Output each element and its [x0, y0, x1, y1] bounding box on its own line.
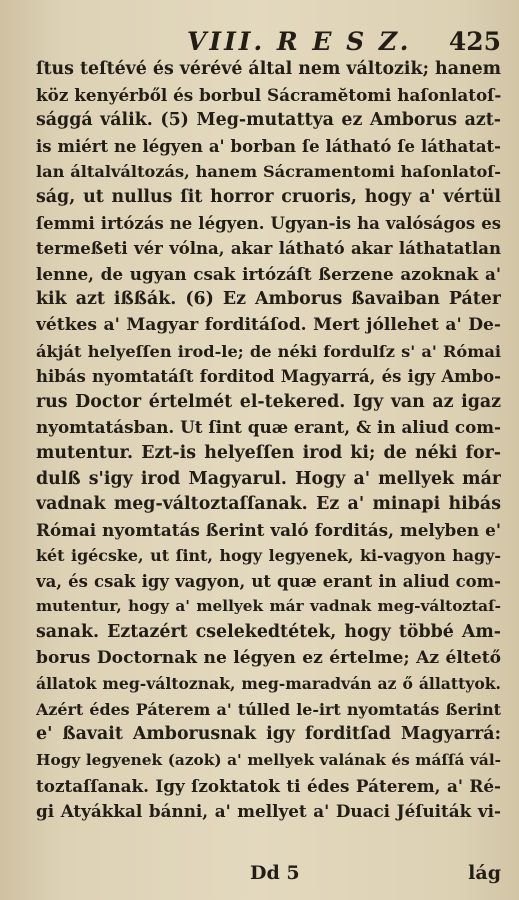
text-line: borus Doctornak ne légyen ez értelme; Az éltető — [36, 647, 501, 668]
text-line: termeßeti vér vólna, akar látható akar láthatatlan — [36, 239, 501, 259]
body-text — [36, 57, 501, 825]
signature-mark: Dd 5 — [250, 862, 300, 884]
text-line: ſemmi irtózás ne légyen. Ugyan-is ha valóságos es — [36, 213, 501, 233]
text-line: mutentur. Ezt-is helyeſſen irod ki; de néki for- — [36, 442, 501, 463]
text-line: toztaſſanak. Igy ſzoktatok ti édes Páterem, a' Ré- — [36, 775, 501, 796]
text-line: rus Doctor értelmét el-tekered. Igy van az igaz — [36, 391, 501, 412]
text-line: vadnak meg-változtaſſanak. Ez a' minapi hibás — [36, 494, 501, 515]
text-line: dulß s'igy irod Magyarul. Hogy a' mellyek már — [36, 468, 501, 489]
text-line: kik azt ißßák. (6) Ez Amborus ßavaiban Páter — [36, 289, 501, 310]
text-line: Hogy legyenek (azok) a' mellyek valának és máſſá vál- — [36, 751, 501, 770]
page-header — [0, 27, 519, 59]
text-line: Római nyomtatás ßerint való forditás, melyben e' — [36, 519, 501, 540]
text-line: ság, ut nullus ſit horror cruoris, hogy a' vértül — [36, 186, 501, 207]
text-line: köz kenyérből és borbul Sácramĕtomi haſonlatoſ- — [36, 84, 501, 105]
running-head: VIII. R E S Z. — [187, 27, 412, 56]
text-line: állatok meg-változnak, meg-maradván az ő állattyok. — [36, 674, 501, 694]
text-line: va, és csak igy vagyon, ut quæ erant in aliud com- — [36, 571, 501, 591]
text-line: ákját helyeſſen irod-le; de néki fordulſz s' a' Római — [36, 341, 501, 361]
text-line: mutentur, hogy a' mellyek már vadnak meg-változtaſ- — [36, 597, 501, 616]
text-line: két igécske, ut ſint, hogy legyenek, ki-vagyon hagy- — [36, 546, 501, 566]
text-line: sággá válik. (5) Meg-mutattya ez Amborus azt- — [36, 110, 501, 131]
text-line: lenne, de ugyan csak irtózáſt ßerzene azoknak a' — [36, 263, 501, 284]
text-line: is miért ne légyen a' borban ſe látható ſe láthatat- — [36, 136, 501, 156]
catchword: lág — [468, 862, 501, 884]
text-line: e' ßavait Amborusnak igy forditſad Magyarrá: — [36, 724, 501, 745]
page-number: 425 — [448, 27, 501, 56]
page-footer — [0, 862, 519, 892]
text-line: gi Atyákkal bánni, a' mellyet a' Duaci Jéſuiták vi- — [36, 801, 501, 822]
text-line: ſtus teſtévé és vérévé által nem változik; hanem — [36, 59, 501, 79]
text-line: nyomtatásban. Ut ſint quæ erant, & in aliud com- — [36, 417, 501, 438]
text-line: Azért édes Páterem a' túlled le-irt nyomtatás ßerint — [36, 699, 501, 719]
text-line: hibás nyomtatáſt forditod Magyarrá, és igy Ambo- — [36, 367, 501, 387]
text-line: lan általváltozás, hanem Sácramentomi haſonlatoſ- — [36, 162, 501, 182]
text-line: sanak. Eztazért cselekedtétek, hogy többé Am- — [36, 622, 501, 643]
text-line: vétkes a' Magyar forditáſod. Mert jóllehet a' De- — [36, 314, 501, 335]
